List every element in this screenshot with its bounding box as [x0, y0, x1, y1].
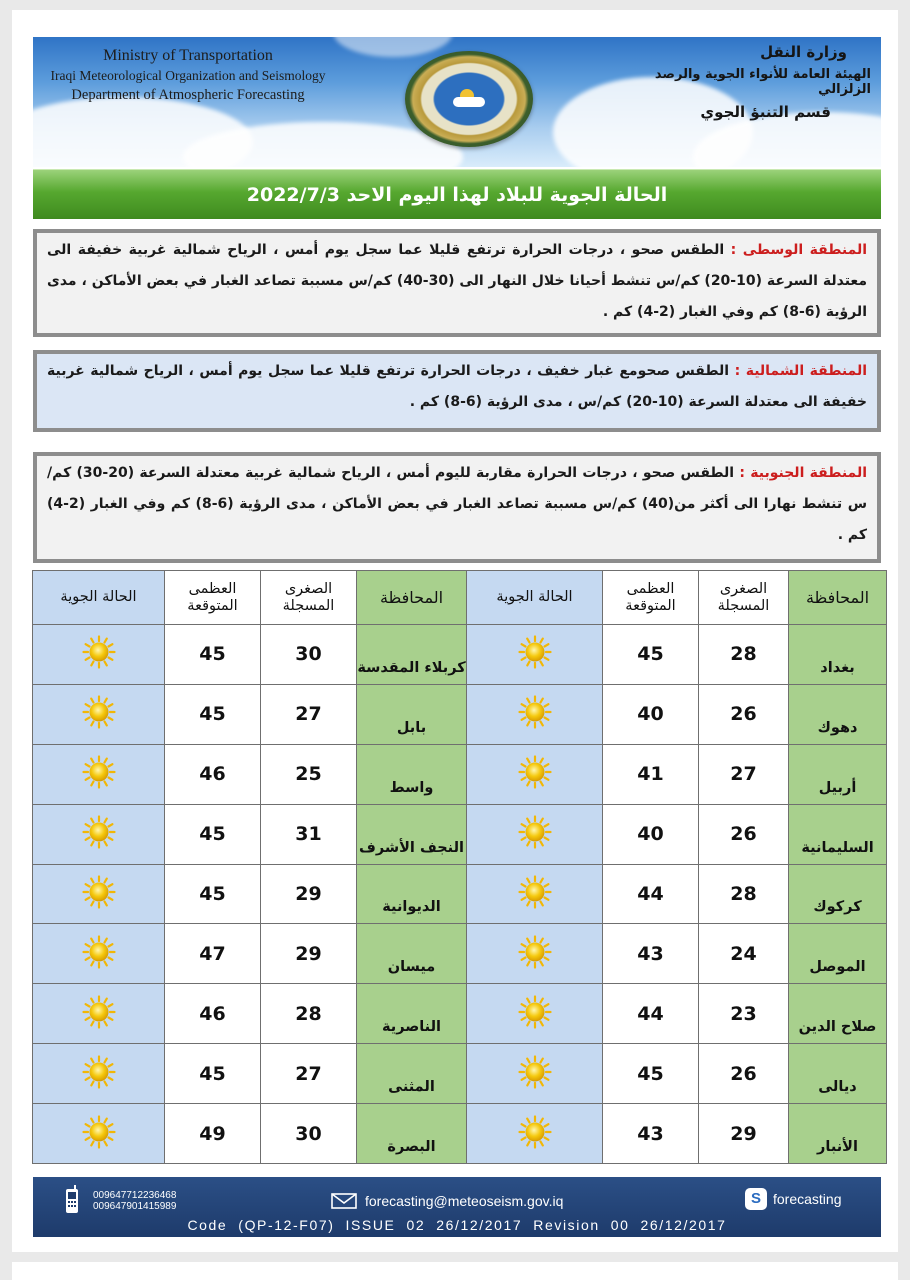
department-name-ar: قسم التنبؤ الجوي — [700, 103, 831, 121]
max-temp-cell: 45 — [603, 625, 699, 685]
table-row — [33, 924, 887, 984]
weather-cell — [33, 864, 165, 924]
report-title: الحالة الجوية للبلاد لهذا اليوم الاحد 2022/7/3 — [33, 169, 881, 219]
governorate-cell: واسط — [357, 744, 467, 804]
footer-bar — [33, 1177, 881, 1237]
min-temp-cell: 27 — [261, 1044, 357, 1104]
min-temp-cell: 29 — [261, 864, 357, 924]
max-temp-cell: 43 — [603, 924, 699, 984]
table-row — [33, 864, 887, 924]
max-temp-cell: 46 — [165, 984, 261, 1044]
sun-icon — [82, 815, 116, 849]
governorate-cell: بابل — [357, 684, 467, 744]
weather-cell — [467, 864, 603, 924]
max-temp-cell: 41 — [603, 744, 699, 804]
max-temp-cell: 44 — [603, 984, 699, 1044]
governorate-cell: كربلاء المقدسة — [357, 625, 467, 685]
min-temp-cell: 27 — [261, 684, 357, 744]
sun-icon — [518, 755, 552, 789]
max-temp-cell: 45 — [603, 1044, 699, 1104]
table-row — [33, 744, 887, 804]
header-max-expected: العظمى المتوقعة — [603, 571, 699, 625]
governorate-cell: الأنبار — [789, 1104, 887, 1164]
sun-icon — [518, 1055, 552, 1089]
min-temp-cell: 26 — [699, 684, 789, 744]
sun-icon — [82, 935, 116, 969]
phone-number[interactable]: 009647901415989 — [93, 1201, 177, 1212]
region-name: المنطقة الشمالية : — [734, 363, 867, 379]
organization-name-ar: الهيئة العامة للأنواء الجوية والرصد الزلزالي — [654, 67, 871, 97]
region-text: الطقس صحو ، درجات الحرارة مقاربة لليوم أمس ، الرياح شمالية غربية معتدلة السرعة (20-30) كم/س تنشط نهارا الى أكثر من(40) كم/س مسببة تصاعد الغبار في بعض الأماكن ، مدى الرؤية (6-8) كم وفي الغبار (2-4) كم . — [47, 465, 868, 543]
sun-icon — [518, 815, 552, 849]
weather-cell — [467, 744, 603, 804]
weather-cell — [33, 924, 165, 984]
ministry-name-ar: وزارة النقل — [760, 43, 847, 61]
weather-cell — [467, 984, 603, 1044]
sun-icon — [82, 755, 116, 789]
max-temp-cell: 45 — [165, 804, 261, 864]
max-temp-cell: 46 — [165, 744, 261, 804]
region-name: المنطقة الوسطى : — [730, 242, 868, 258]
weather-cell — [467, 1104, 603, 1164]
max-temp-cell: 44 — [603, 864, 699, 924]
max-temp-cell: 45 — [165, 1044, 261, 1104]
phone-numbers — [93, 1190, 176, 1212]
weather-cell — [33, 984, 165, 1044]
weather-cell — [33, 744, 165, 804]
sun-icon — [82, 995, 116, 1029]
ministry-name-en: Ministry of Transportation — [103, 47, 273, 64]
min-temp-cell: 26 — [699, 1044, 789, 1104]
min-temp-cell: 30 — [261, 1104, 357, 1164]
header-banner — [33, 37, 881, 167]
sun-icon — [518, 1115, 552, 1149]
region-text: الطقس صحو ، درجات الحرارة ترتفع قليلا عما سجل يوم أمس ، الرياح شمالية غربية خفيفة الى معتدلة السرعة (10-20) كم/س تنشط أحيانا خلال النهار الى (30-40) كم/س مسببة تصاعد الغبار في بعض الأماكن ، مدى الرؤية (6-8) كم وفي الغبار (2-4) كم . — [47, 242, 867, 320]
max-temp-cell: 45 — [165, 684, 261, 744]
max-temp-cell: 43 — [603, 1104, 699, 1164]
min-temp-cell: 31 — [261, 804, 357, 864]
region-name: المنطقة الجنوبية : — [739, 465, 867, 481]
weather-cell — [33, 1104, 165, 1164]
phone-number[interactable]: 009647712236468 — [93, 1190, 177, 1201]
table-row — [33, 1044, 887, 1104]
department-name-en: Department of Atmospheric Forecasting — [71, 87, 305, 103]
organization-name-en: Iraqi Meteorological Organization and Seismology — [50, 68, 326, 83]
sun-icon — [82, 875, 116, 909]
weather-cell — [33, 1044, 165, 1104]
skype-icon: S — [745, 1188, 767, 1210]
sun-icon — [518, 635, 552, 669]
logo-cloud-icon — [453, 97, 485, 107]
governorate-cell: الناصرية — [357, 984, 467, 1044]
weather-cell — [467, 684, 603, 744]
weather-cell — [467, 804, 603, 864]
weather-cell — [33, 804, 165, 864]
weather-cell — [467, 625, 603, 685]
governorate-cell: أربيل — [789, 744, 887, 804]
mail-icon — [331, 1193, 357, 1209]
min-temp-cell: 26 — [699, 804, 789, 864]
governorate-cell: كركوك — [789, 864, 887, 924]
governorate-cell: الديوانية — [357, 864, 467, 924]
sun-icon — [82, 695, 116, 729]
sun-icon — [82, 635, 116, 669]
region-north — [33, 350, 881, 432]
max-temp-cell: 45 — [165, 864, 261, 924]
header-arabic — [601, 43, 871, 121]
governorate-cell: صلاح الدين — [789, 984, 887, 1044]
governorate-cell: ديالى — [789, 1044, 887, 1104]
table-row — [33, 1104, 887, 1164]
header-governorate: المحافظة — [357, 571, 467, 625]
table-row — [33, 984, 887, 1044]
header-governorate: المحافظة — [789, 571, 887, 625]
max-temp-cell: 49 — [165, 1104, 261, 1164]
min-temp-cell: 27 — [699, 744, 789, 804]
governorate-cell: ميسان — [357, 924, 467, 984]
min-temp-cell: 23 — [699, 984, 789, 1044]
header-min-recorded: الصغرى المسجلة — [261, 571, 357, 625]
table-row — [33, 625, 887, 685]
header-min-recorded: الصغرى المسجلة — [699, 571, 789, 625]
header-max-expected: العظمى المتوقعة — [165, 571, 261, 625]
document-code: Code (QP-12-F07) ISSUE 02 26/12/2017 Revision 00 26/12/2017 — [187, 1217, 727, 1233]
max-temp-cell: 40 — [603, 804, 699, 864]
max-temp-cell: 40 — [603, 684, 699, 744]
governorate-cell: الموصل — [789, 924, 887, 984]
sun-icon — [518, 695, 552, 729]
weather-cell — [33, 684, 165, 744]
region-south — [33, 452, 881, 563]
region-text: الطقس صحومع غبار خفيف ، درجات الحرارة ترتفع قليلا عما سجل يوم أمس ، الرياح شمالية غربية خفيفة الى معتدلة السرعة (10-20) كم/س ، مدى الرؤية (6-8) كم . — [47, 363, 867, 410]
sun-icon — [518, 995, 552, 1029]
governorate-cell: بغداد — [789, 625, 887, 685]
weather-cell — [33, 625, 165, 685]
min-temp-cell: 28 — [699, 625, 789, 685]
table-row — [33, 804, 887, 864]
sun-icon — [82, 1055, 116, 1089]
header-weather: الحالة الجوية — [33, 571, 165, 625]
governorate-cell: المثنى — [357, 1044, 467, 1104]
min-temp-cell: 29 — [699, 1104, 789, 1164]
region-central — [33, 229, 881, 337]
sun-icon — [82, 1115, 116, 1149]
sun-icon — [518, 935, 552, 969]
weather-cell — [467, 1044, 603, 1104]
next-page-strip — [12, 1262, 898, 1280]
min-temp-cell: 25 — [261, 744, 357, 804]
max-temp-cell: 45 — [165, 625, 261, 685]
min-temp-cell: 28 — [699, 864, 789, 924]
min-temp-cell: 28 — [261, 984, 357, 1044]
min-temp-cell: 29 — [261, 924, 357, 984]
governorate-cell: السليمانية — [789, 804, 887, 864]
phone-icon — [63, 1185, 81, 1215]
header-weather: الحالة الجوية — [467, 571, 603, 625]
email-link[interactable]: forecasting@meteoseism.gov.iq — [365, 1193, 564, 1209]
min-temp-cell: 24 — [699, 924, 789, 984]
governorate-cell: دهوك — [789, 684, 887, 744]
governorate-cell: النجف الأشرف — [357, 804, 467, 864]
table-header-row — [33, 571, 887, 625]
weather-cell — [467, 924, 603, 984]
governorate-cell: البصرة — [357, 1104, 467, 1164]
min-temp-cell: 30 — [261, 625, 357, 685]
organization-logo — [405, 51, 533, 147]
header-english — [33, 47, 343, 104]
table-row — [33, 684, 887, 744]
sun-icon — [518, 875, 552, 909]
skype-handle[interactable]: forecasting — [773, 1191, 842, 1207]
max-temp-cell: 47 — [165, 924, 261, 984]
forecast-table — [32, 570, 887, 1164]
